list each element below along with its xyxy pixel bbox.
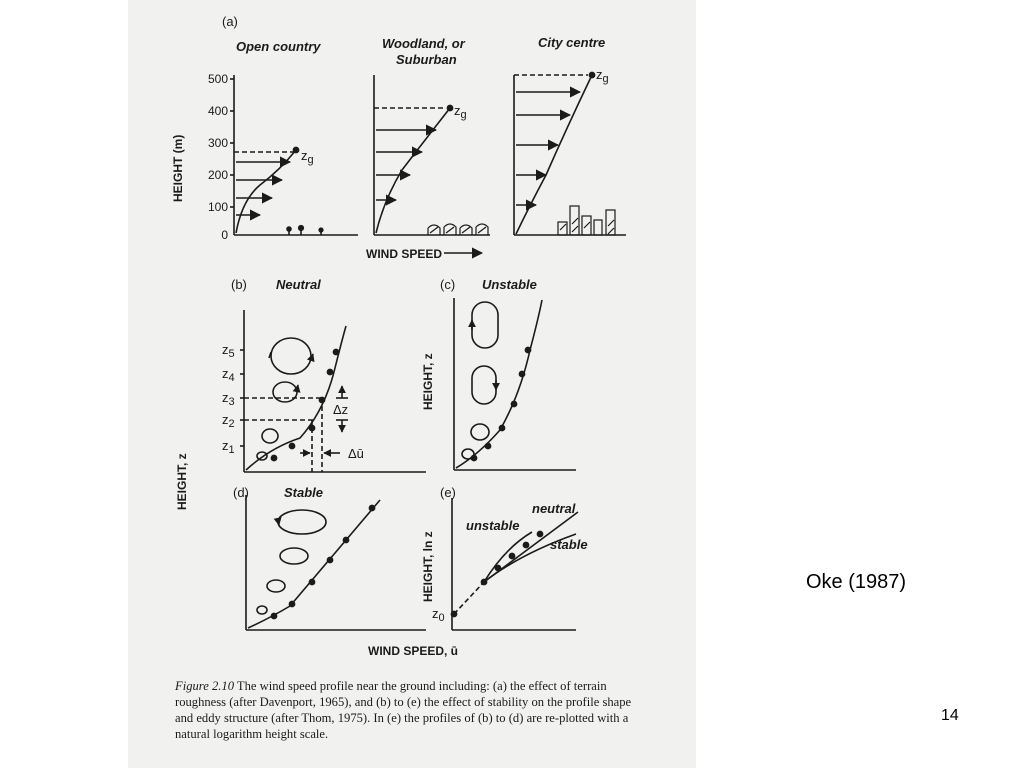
panel-d <box>246 495 426 630</box>
panel-b-title: Neutral <box>276 277 321 292</box>
panel-a-x-axis-label: WIND SPEED <box>366 247 443 261</box>
z2-label: $z_2$ <box>222 412 235 430</box>
city-centre-profile <box>514 72 626 235</box>
panel-a-y-axis-label: HEIGHT (m) <box>171 134 185 202</box>
city-buildings <box>558 206 615 235</box>
tick-200: 200 <box>207 168 228 182</box>
caption-text: The wind speed profile near the ground including: (a) the effect of terrain roughness (after Davenport, 1965), and (b) to (e) the effect of stability on the profile shape and eddy structure (after Thom, 1975). In (e) the profiles of (b) to (d) are re-plotted with a natural logarithm height scale. <box>175 679 632 741</box>
slide-page-number: 14 <box>941 707 959 724</box>
open-country-title: Open country <box>236 39 321 54</box>
panel-b <box>240 310 426 472</box>
panel-c-label: (c) <box>440 277 456 292</box>
tick-300: 300 <box>207 136 228 150</box>
panel-b-label: (b) <box>231 277 247 292</box>
stable-label: stable <box>550 537 588 552</box>
delta-z-label: Δz <box>333 402 349 417</box>
suburban-profile <box>374 75 490 235</box>
panel-e-label: (e) <box>440 485 456 500</box>
tick-100: 100 <box>207 200 228 214</box>
neutral-label: neutral <box>532 501 576 516</box>
woodland-title: Woodland, or <box>382 36 465 51</box>
tick-400: 400 <box>207 104 228 118</box>
caption-figure-label: Figure 2.10 <box>175 679 234 693</box>
z4-label: $z_4$ <box>222 366 235 384</box>
panel-d-title: Stable <box>284 485 324 500</box>
source-credit: Oke (1987) <box>806 571 907 593</box>
tick-500: 500 <box>207 72 228 86</box>
panel-d-label: (d) <box>233 485 249 500</box>
panel-c <box>454 298 576 470</box>
z1-label: $z_1$ <box>222 438 235 456</box>
suburban-buildings <box>428 224 488 235</box>
figure-caption <box>175 678 645 742</box>
panel-a-label: (a) <box>222 14 238 29</box>
panel-e-y-axis-label: HEIGHT, ln z <box>421 531 435 602</box>
delta-u-label: Δū <box>348 446 364 461</box>
panel-c-height-axis-label: HEIGHT, z <box>421 353 435 410</box>
open-country-profile <box>234 75 358 235</box>
left-height-axis-label: HEIGHT, z <box>175 453 189 510</box>
z3-label: $z_3$ <box>222 390 235 408</box>
tick-0: 0 <box>221 228 228 242</box>
zg-open-label: $z_g$ <box>301 148 314 166</box>
z0-label: $z_0$ <box>432 606 445 624</box>
panel-b-level-labels <box>222 342 235 456</box>
suburban-title: Suburban <box>396 52 457 67</box>
bottom-x-axis-label: WIND SPEED, ū <box>368 644 459 658</box>
city-centre-title: City centre <box>538 35 606 50</box>
z5-label: $z_5$ <box>222 342 235 360</box>
panel-a <box>230 72 626 253</box>
zg-suburban-label: $z_g$ <box>454 103 467 121</box>
panel-a-y-ticks <box>208 72 228 242</box>
panel-c-title: Unstable <box>482 277 537 292</box>
unstable-label: unstable <box>466 518 520 533</box>
zg-city-label: $z_g$ <box>596 67 609 85</box>
